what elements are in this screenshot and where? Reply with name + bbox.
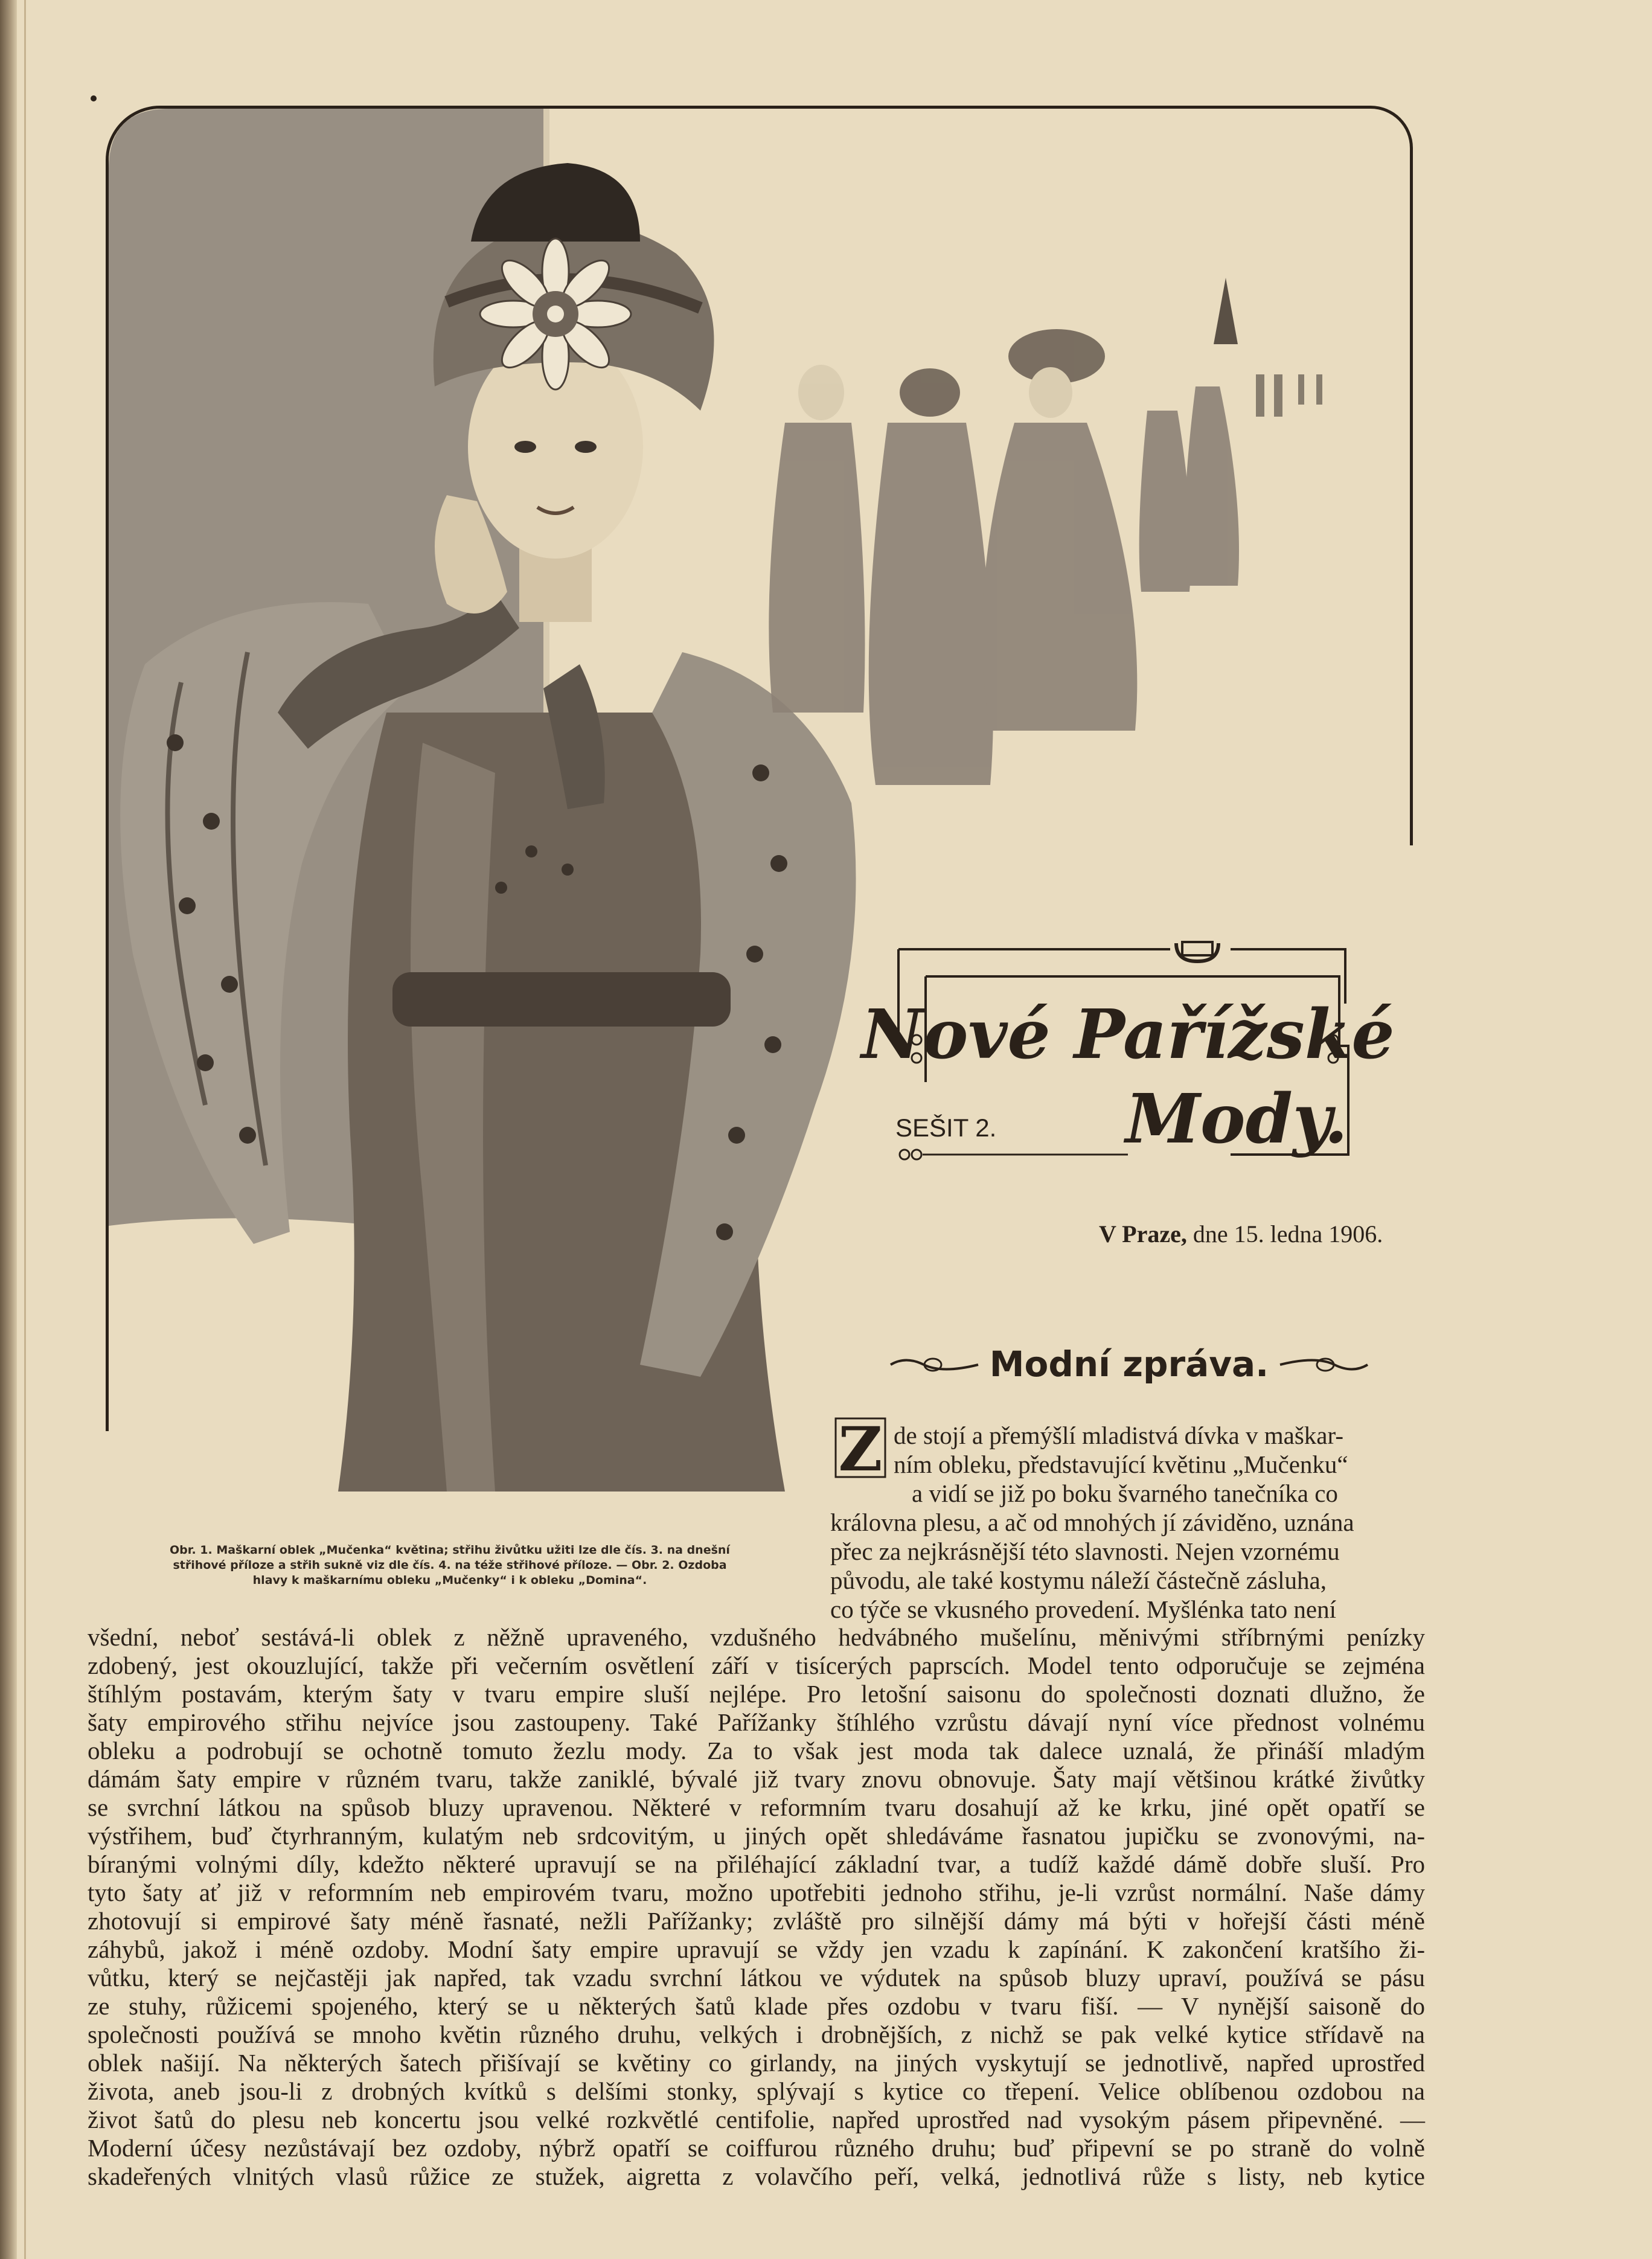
section-heading [888, 1344, 1371, 1386]
text-line: vůtku, který se nejčastěji jak napřed, tak vzadu svrchní látkou ve výdutek na spůsob bluzy upraví, používá se pásu [88, 1964, 1425, 1991]
text-line: všední, neboť sestává-li oblek z něžně upraveného, vzdušného hedvábného mušelínu, měnivými stříbrnými penízky [88, 1623, 1425, 1651]
text-line: obleku a podrobují se ochotně tomuto žezlu mody. Za to však jest moda tak dalece uznalá, že přináší mladým [88, 1737, 1425, 1764]
text-line: štíhlým postavám, kterým šaty v tvaru empire sluší nejlépe. Pro letošní saisonu do společnosti doznati dlužno, že [88, 1680, 1425, 1708]
text-line: zhotovují si empirové šaty méně řasnaté, nežli Pařížanky; zvláště pro silnější dámy má býti v hořejší části méně [88, 1907, 1425, 1935]
caption-line: hlavy k maškarnímu obleku „Mučenky“ i k obleku „Domina“. [252, 1574, 647, 1587]
ink-dot [91, 95, 97, 101]
text-line: život šatů do plesu neb koncertu jsou velké rozkvětlé centifolie, napřed uprostřed nad vysokým pásem připevněné. — [88, 2106, 1425, 2133]
dateline [1099, 1220, 1383, 1248]
drop-cap-letter: Z [838, 1414, 883, 1485]
figure-caption [88, 1543, 812, 1588]
issue-label: SEŠIT 2. [895, 1113, 997, 1142]
section-title: Modní zpráva. [989, 1344, 1269, 1385]
text-line: šaty empirového střihu nejvíce jsou zastoupeny. Také Pařížanky štíhlého vzrůstu dávají nyní více přednost volnému [88, 1708, 1425, 1736]
text-line: původu, ale také kostymu náleží částečně zásluha, [830, 1566, 1327, 1594]
text-line: dámám šaty empire v různém tvaru, takže zaniklé, bývalé již tvary znovu obnovuje. Šaty mají většinou krátké živůtky [88, 1765, 1425, 1793]
article-body [88, 1623, 1425, 2191]
text-line: tyto šaty ať již v reformním neb empirovém tvaru, možno upotřebiti jednoho střihu, je-li vzrůst normální. Naše dámy [88, 1879, 1425, 1906]
text-line: přec za nejkrásnější této slavnosti. Nejen vzornému [830, 1537, 1340, 1565]
dateline-date: dne 15. ledna 1906. [1193, 1220, 1383, 1248]
dancing-couples [769, 278, 1239, 785]
text-line: záhybů, jakož i méně ozdoby. Modní šaty empire upravují se vždy jen vzadu k zapínání. K zakončení kratšího ži- [88, 1935, 1425, 1963]
article-intro [830, 1421, 1413, 1624]
text-line: výstřihem, buď čtyrhranným, kulatým neb srdcovitým, u jiných opět shledáváme řasnatou jupičku se zvonovými, na- [88, 1822, 1425, 1850]
text-line: života, aneb jsou-li z drobných kvítků s delšími stonky, splývají s kytice co třepení. Velice oblíbenou ozdobou na [88, 2077, 1425, 2105]
masthead-title-line2: Mody. [1125, 1080, 1348, 1159]
text-line: skadeřených vlnitých vlasů růžice ze stužek, aigretta z volavčího peří, velká, jednotlivá růže s listy, neb kytice [88, 2162, 1425, 2190]
text-line: a vidí se již po boku švarného tanečníka co [912, 1479, 1338, 1507]
masthead-title-line1: Nové Pařížské [861, 995, 1395, 1074]
masthead-frame [861, 937, 1395, 1161]
page-binding-edge [0, 0, 17, 2259]
text-line: ním obleku, představující květinu „Mučenku“ [894, 1450, 1348, 1478]
text-line: zdobený, jest okouzlující, takže při večerním osvětlení září v tisícerých paprscích. Model tento odporučuje se zejména [88, 1652, 1425, 1679]
caption-line: Obr. 1. Maškarní oblek „Mučenka“ květina; střihu živůtku užiti lze dle čís. 3. na dnešní [170, 1543, 730, 1557]
text-line: Moderní účesy nezůstávají bez ozdoby, nýbrž opatří se coiffurou různého druhu; buď připevní se po straně do volně [88, 2134, 1425, 2162]
text-line: co týče se vkusného provedení. Myšlénka tato není [830, 1595, 1336, 1623]
text-line: bíranými volnými díly, kdežto některé upravují se na přiléhající základní tvar, a tudíž každé dámě dobře sluší. Pro [88, 1850, 1425, 1878]
drop-cap [833, 1414, 888, 1485]
binding-shadow-line [24, 0, 26, 2259]
text-line: společnosti používá se mnoho květin různého druhu, velkých i drobnějších, z nichž se pak velké kytice střídavě na [88, 2020, 1425, 2048]
text-line: se svrchní látkou na spůsob bluzy upravenou. Některé v reformním tvaru dosahují až ke krku, jiné opět opatří se [88, 1793, 1425, 1821]
dateline-place: V Praze, [1099, 1220, 1187, 1248]
text-line: královna plesu, a ač od mnohých jí záviděno, uznána [830, 1508, 1354, 1536]
text-line: oblek našijí. Na některých šatech přišívají se květiny co girlandy, na jiných vyskytují se jednotlivě, napřed uprostřed [88, 2049, 1425, 2077]
text-line: de stojí a přemýšlí mladistvá dívka v maškar- [894, 1421, 1343, 1449]
caption-line: střihové příloze a střih sukně viz dle čís. 4. na téže střihové příloze. — Obr. 2. Ozdoba [173, 1559, 727, 1572]
text-line: ze stuhy, růžicemi spojeného, který se u některých šatů klade přes ozdobu v tvaru fiší. — V nynější saisoně do [88, 1992, 1425, 2020]
fashion-illustration [109, 109, 1407, 1498]
